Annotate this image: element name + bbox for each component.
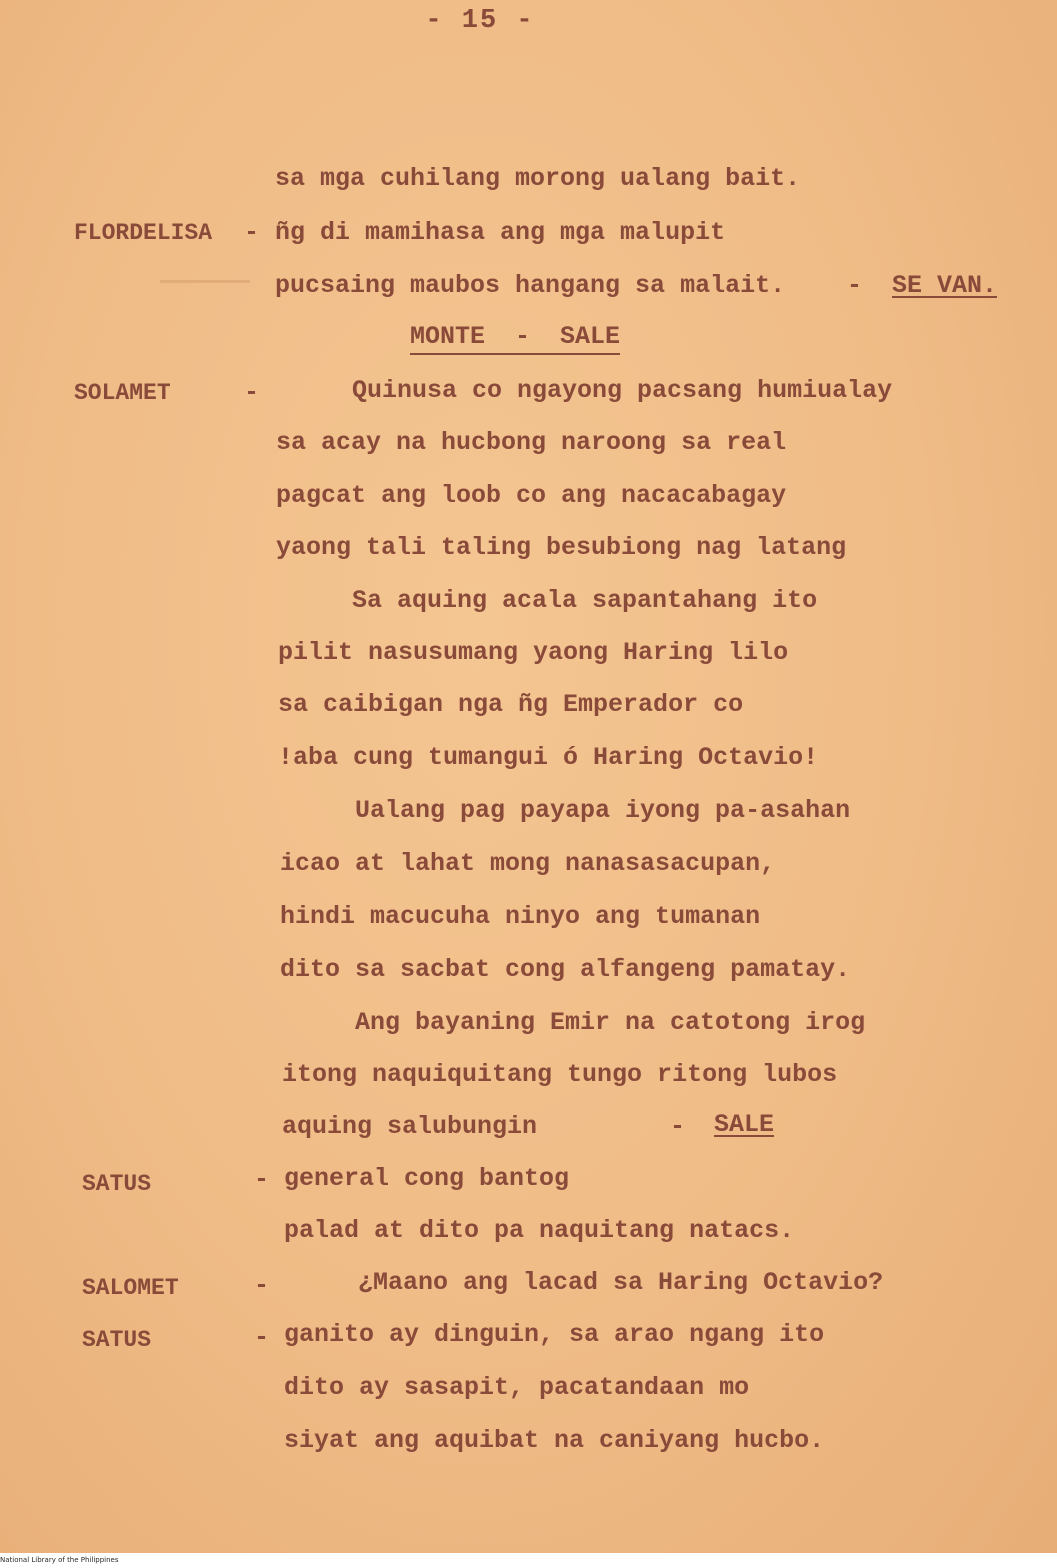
speaker-dash: -: [254, 1165, 270, 1194]
speaker-name: SOLAMET: [74, 380, 171, 406]
verse-line: sa acay na hucbong naroong sa real: [276, 428, 787, 457]
speaker-name: SALOMET: [82, 1275, 179, 1301]
scene-heading: MONTE - SALE: [410, 322, 620, 355]
speaker-name: SATUS: [82, 1327, 152, 1353]
verse-line: pagcat ang loob co ang nacacabagay: [276, 481, 787, 510]
verse-line: hindi macucuha ninyo ang tumanan: [280, 902, 761, 931]
footer-credit: National Library of the Philippines: [0, 1556, 119, 1564]
verse-line: Ang bayaning Emir na catotong irog: [355, 1008, 866, 1037]
verse-line: general cong bantog: [284, 1164, 570, 1193]
faint-rule: [160, 280, 250, 283]
footer-bar: [0, 1553, 1057, 1568]
verse-line: Quinusa co ngayong pacsang humiualay: [352, 376, 893, 405]
stage-direction: SE VAN.: [892, 271, 998, 300]
verse-line: sa caibigan nga ñg Emperador co: [278, 690, 744, 719]
verse-line: pucsaing maubos hangang sa malait.: [275, 271, 786, 300]
verse-line: aquing salubungin: [282, 1112, 538, 1141]
verse-line: ñg di mamihasa ang mga malupit: [275, 218, 726, 247]
speaker-dash: -: [244, 218, 260, 247]
verse-line: Sa aquing acala sapantahang ito: [352, 586, 818, 615]
verse-line: itong naquiquitang tungo ritong lubos: [282, 1060, 838, 1089]
page-number: - 15 -: [425, 6, 535, 36]
verse-line: !aba cung tumangui ó Haring Octavio!: [278, 743, 819, 772]
speaker-name: FLORDELISA: [74, 220, 213, 246]
stage-direction: SALE: [714, 1110, 775, 1139]
verse-line: siyat ang aquibat na caniyang hucbo.: [284, 1426, 825, 1455]
speaker-dash: -: [244, 378, 260, 407]
verse-line: Ualang pag payapa iyong pa-asahan: [355, 796, 851, 825]
verse-line: sa mga cuhilang morong ualang bait.: [275, 164, 801, 193]
verse-line: dito ay sasapit, pacatandaan mo: [284, 1373, 750, 1402]
speaker-name: SATUS: [82, 1171, 152, 1197]
verse-line: ¿Maano ang lacad sa Haring Octavio?: [358, 1268, 884, 1297]
verse-line: dito sa sacbat cong alfangeng pamatay.: [280, 955, 851, 984]
stage-dash: -: [847, 271, 863, 300]
verse-line: ganito ay dinguin, sa arao ngang ito: [284, 1320, 825, 1349]
speaker-dash: -: [254, 1323, 270, 1352]
verse-line: icao at lahat mong nanasasacupan,: [280, 849, 776, 878]
verse-line: pilit nasusumang yaong Haring lilo: [278, 638, 789, 667]
speaker-dash: -: [254, 1271, 270, 1300]
verse-line: yaong tali taling besubiong nag latang: [276, 533, 847, 562]
stage-dash: -: [670, 1112, 686, 1141]
verse-line: palad at dito pa naquitang natacs.: [284, 1216, 795, 1245]
